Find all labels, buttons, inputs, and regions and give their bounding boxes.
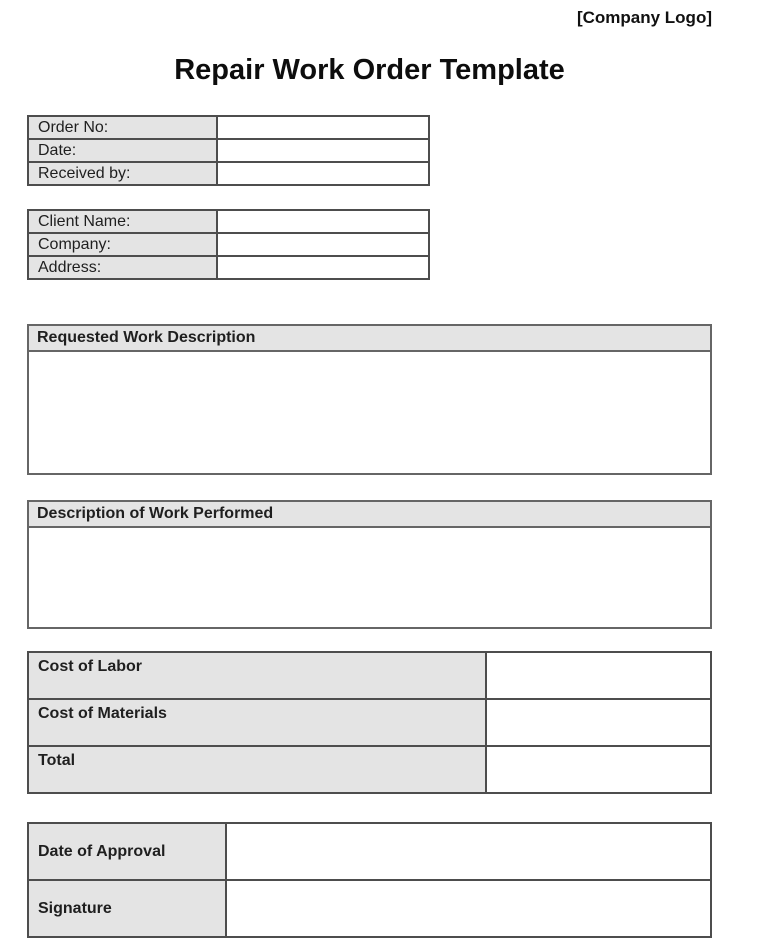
- table-row: [28, 162, 429, 185]
- received-by-label: Received by:: [28, 162, 217, 185]
- signature-field[interactable]: [226, 880, 711, 937]
- requested-work-field[interactable]: [29, 352, 710, 473]
- cost-table: [27, 651, 712, 794]
- cost-of-materials-label: Cost of Materials: [28, 699, 486, 746]
- order-no-field[interactable]: [217, 116, 429, 139]
- client-info-table: [27, 209, 430, 280]
- table-row: [28, 880, 711, 937]
- table-row: [28, 116, 429, 139]
- approval-table: [27, 822, 712, 938]
- received-by-field[interactable]: [217, 162, 429, 185]
- table-row: [28, 233, 429, 256]
- requested-work-header: Requested Work Description: [29, 326, 710, 352]
- cost-of-materials-field[interactable]: [486, 699, 711, 746]
- order-no-label: Order No:: [28, 116, 217, 139]
- client-name-field[interactable]: [217, 210, 429, 233]
- table-row: [28, 210, 429, 233]
- company-field[interactable]: [217, 233, 429, 256]
- company-label: Company:: [28, 233, 217, 256]
- cost-of-labor-label: Cost of Labor: [28, 652, 486, 699]
- table-row: [28, 652, 711, 699]
- address-label: Address:: [28, 256, 217, 279]
- table-row: [28, 256, 429, 279]
- table-row: [28, 823, 711, 880]
- date-field[interactable]: [217, 139, 429, 162]
- total-label: Total: [28, 746, 486, 793]
- work-performed-field[interactable]: [29, 528, 710, 627]
- date-of-approval-field[interactable]: [226, 823, 711, 880]
- signature-label: Signature: [28, 880, 226, 937]
- requested-work-section: [27, 324, 712, 475]
- work-performed-section: [27, 500, 712, 629]
- client-name-label: Client Name:: [28, 210, 217, 233]
- date-of-approval-label: Date of Approval: [28, 823, 226, 880]
- work-performed-header: Description of Work Performed: [29, 502, 710, 528]
- order-info-table: [27, 115, 430, 186]
- page-title: Repair Work Order Template: [174, 54, 565, 86]
- table-row: [28, 746, 711, 793]
- date-label: Date:: [28, 139, 217, 162]
- cost-of-labor-field[interactable]: [486, 652, 711, 699]
- table-row: [28, 139, 429, 162]
- address-field[interactable]: [217, 256, 429, 279]
- table-row: [28, 699, 711, 746]
- total-field[interactable]: [486, 746, 711, 793]
- company-logo-placeholder: [Company Logo]: [576, 8, 712, 27]
